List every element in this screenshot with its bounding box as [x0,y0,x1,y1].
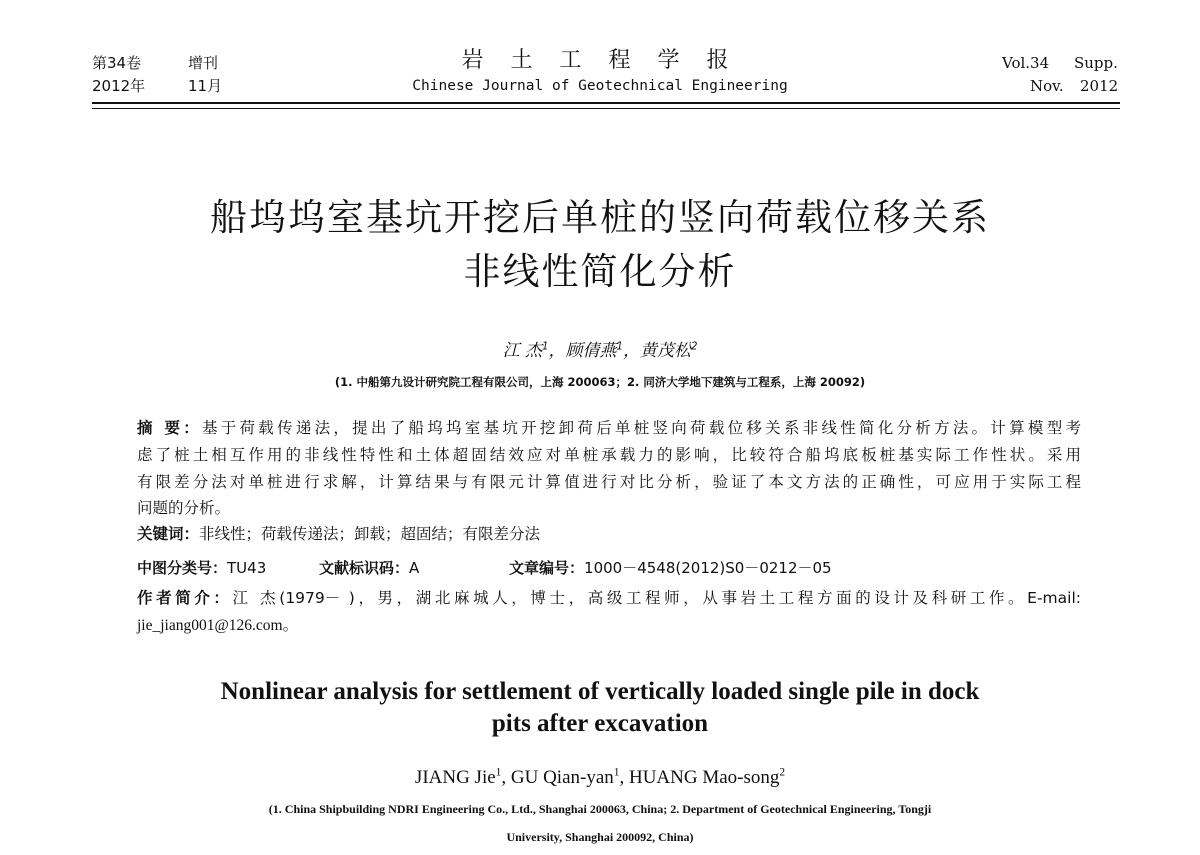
affiliation-en-line-1: (1. China Shipbuilding NDRI Engineering Co., Ltd., Shanghai 200063, China; 2. Department of Geotechnical Engineering, Tongji [268,802,932,816]
abstract-label: 摘 要： [137,419,202,437]
author-en-2: , GU Qian-yan [501,767,614,788]
volume-en: Vol.34 [1002,54,1050,72]
author-intro-label: 作者简介： [137,589,233,607]
document-code-label: 文献标识码： [319,559,410,577]
abstract-line-1 [137,418,1081,438]
document-code-value: A [409,559,420,577]
year-en: 2012 [1080,77,1119,95]
header-rule-thick [92,102,1120,104]
affiliation-en-line-2: University, Shanghai 200092, China) [506,830,694,844]
journal-title-cn: 岩 土 工 程 学 报 [461,48,739,73]
abstract-text-1: 基于荷载传递法，提出了船坞坞室基坑开挖卸荷后单桩竖向荷载位移关系非线性简化分析方法。计算模型考 [201,419,1081,437]
journal-title-en: Chinese Journal of Geotechnical Engineering [412,78,788,94]
keywords-label: 关键词： [137,525,200,543]
affiliation-cn: (1. 中船第九设计研究院工程有限公司，上海 200063；2. 同济大学地下建筑与工程系，上海 20092) [334,375,866,389]
author-cn-1: 江 杰 [502,341,542,361]
classification-line [137,558,1081,578]
clc-label: 中图分类号： [137,559,228,577]
year-cn: 2012年 [92,77,146,95]
author-cn-3: ，黄茂松 [622,341,691,361]
author-en-3-affil: 2 [779,766,786,779]
month-en: Nov. [1030,77,1064,95]
header-rule-thin [92,108,1120,109]
article-number-label: 文章编号： [509,559,585,577]
title-cn-line-2: 非线性简化分析 [463,250,737,293]
author-en-3: , HUANG Mao-song [619,767,780,788]
author-en-2-affil: 1 [613,766,620,779]
abstract-line-2: 虑了桩土相互作用的非线性特性和土体超固结效应对单桩承载力的影响，比较符合船坞底板桩基实际工作性状。采用 [137,446,1081,464]
title-en-line-1: Nonlinear analysis for settlement of vertically loaded single pile in dock [220,678,980,705]
author-intro-text: 江 杰(1979－ )，男，湖北麻城人，博士，高级工程师，从事岩土工程方面的设计及科研工作。E-mail: [232,589,1081,607]
author-en-1-affil: 1 [495,766,502,779]
author-cn-3-affil: 2 [690,341,698,353]
keywords [137,524,1081,544]
authors-en [0,766,1200,790]
author-cn-2: ，顾倩燕 [548,341,617,361]
supplement-en: Supp. [1074,54,1118,72]
article-number-value: 1000－4548(2012)S0－0212－05 [584,559,832,577]
abstract-line-4: 问题的分析。 [137,499,231,517]
clc-value: TU43 [227,559,267,577]
month-cn: 11月 [188,77,223,95]
author-email: jie_jiang001@126.com。 [137,617,299,634]
author-cn-1-affil: 1 [541,341,549,353]
author-intro-line-1 [137,588,1081,608]
volume-cn: 第34卷 [92,54,142,72]
keywords-text: 非线性；荷载传递法；卸载；超固结；有限差分法 [199,525,541,543]
abstract-line-3: 有限差分法对单桩进行求解，计算结果与有限元计算值进行对比分析，验证了本文方法的正确性，可应用于实际工程 [137,473,1081,491]
title-en-line-2: pits after excavation [491,710,709,737]
author-cn-2-affil: 1 [616,341,623,353]
supplement-cn: 增刊 [188,54,219,72]
author-en-1: JIANG Jie [414,767,496,788]
authors-cn [0,340,1200,362]
title-cn-line-1: 船坞坞室基坑开挖后单桩的竖向荷载位移关系 [210,196,990,239]
